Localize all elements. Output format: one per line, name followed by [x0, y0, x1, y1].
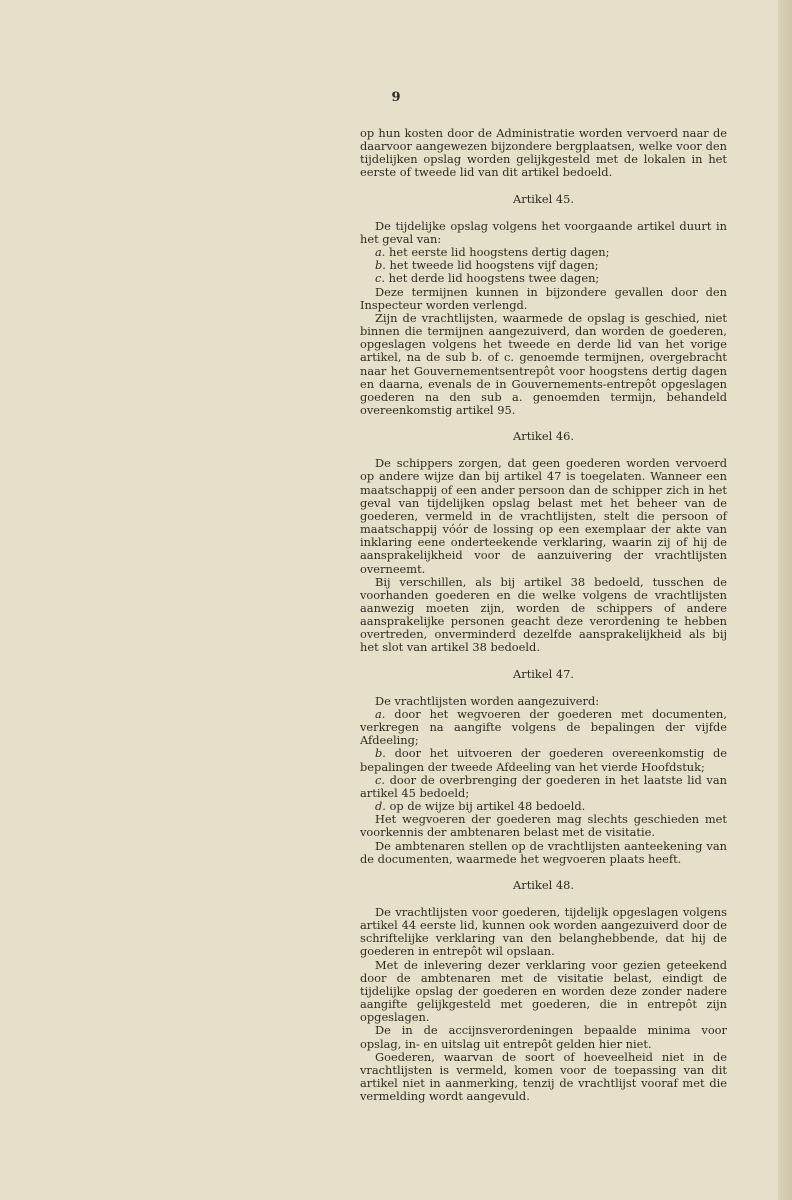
list-item-text: op de wijze bij artikel 48 bedoeld.	[385, 799, 586, 814]
list-marker: a.	[375, 706, 386, 721]
list-item-text: het eerste lid hoogstens dertig dagen;	[385, 245, 610, 260]
list-item-text: door de overbrenging der goederen in het laatste lid van artikel 45 bedoeld;	[360, 772, 727, 800]
list-item	[360, 272, 727, 285]
paragraph: Zijn de vrachtlijsten, waarmede de opslag is geschied, niet binnen die termijnen aangezuiverd, dan worden de goederen, opgeslagen volgens het tweede en derde lid van het vorige artikel, na de sub b. of c. genoemde termijnen, overgebracht naar het Gouvernementsentrepôt voor hoogstens dertig dagen en daarna, evenals de in Gouvernements-entrepôt opgeslagen goederen na den sub a. genoemden termijn, behandeld overeenkomstig artikel 95.	[360, 310, 727, 417]
list-item-text: het derde lid hoogstens twee dagen;	[385, 271, 600, 286]
paragraph: Het wegvoeren der goederen mag slechts geschieden met voorkennis der ambtenaren belast met de visitatie.	[360, 812, 727, 840]
list-item-text: door het uitvoeren der goederen overeenkomstig de bepalingen der tweede Afdeeling van het vierde Hoofdstuk;	[360, 746, 727, 774]
paragraph: De schippers zorgen, dat geen goederen worden vervoerd op andere wijze dan bij artikel 47 is toegelaten. Wanneer een maatschappij of een ander persoon dan de schipper zich in het geval van tijdelijken opslag belast met het beheer van de goederen, vermeld in de vrachtlijsten, stelt die persoon of maatschappij vóór de lossing op een exemplaar der akte van inklaring eene onderteekende verklaring, waarin zij of hij de aansprakelijkheid voor de aanzuivering der vrachtlijsten overneemt.	[360, 456, 727, 576]
paragraph: De in de accijnsverordeningen bepaalde minima voor opslag, in- en uitslag uit entrepôt gelden hier niet.	[360, 1023, 727, 1051]
paragraph: De vrachtlijsten worden aangezuiverd:	[375, 693, 600, 708]
paragraph: De ambtenaren stellen op de vrachtlijsten aanteekening van de documenten, waarmede het wegvoeren plaats heeft.	[360, 838, 727, 866]
paragraph: op hun kosten door de Administratie worden vervoerd naar de daarvoor aangewezen bijzondere bergplaatsen, welke voor den tijdelijken opslag worden gelijkgesteld met de lokalen in het eerste of tweede lid van dit artikel bedoeld.	[360, 126, 727, 180]
list-marker: b.	[375, 258, 386, 273]
paragraph: Bij verschillen, als bij artikel 38 bedoeld, tusschen de voorhanden goederen en die welke volgens de vrachtlijsten aanwezig moeten zijn, worden de schippers of andere aansprakelijke personen geacht deze verordening te hebben overtreden, onverminderd dezelfde aansprakelijkheid als bij het slot van artikel 38 bedoeld.	[360, 574, 727, 655]
article-heading: Artikel 48.	[513, 877, 574, 892]
paragraph: De tijdelijke opslag volgens het voorgaande artikel duurt in het geval van:	[360, 218, 727, 246]
list-marker: b.	[375, 746, 386, 761]
paragraph: Goederen, waarvan de soort of hoeveelheid niet in de vrachtlijsten is vermeld, komen voor de toepassing van dit artikel niet in aanmerking, tenzij de vrachtlijst vooraf met die vermelding wordt aangevuld.	[360, 1049, 727, 1104]
paragraph: De vrachtlijsten voor goederen, tijdelijk opgeslagen volgens artikel 44 eerste lid, kunnen ook worden aangezuiverd door de schriftelijke verklaring van den belanghebbende, dat hij de goederen in entrepôt wil opslaan.	[360, 904, 727, 959]
article-heading: Artikel 45.	[513, 191, 574, 206]
list-item-text: het tweede lid hoogstens vijf dagen;	[385, 258, 599, 273]
text-column	[360, 127, 727, 1103]
paragraph: Met de inlevering dezer verklaring voor gezien geteekend door de ambtenaren met de visitatie belast, eindigt de tijdelijke opslag der goederen en worden deze zonder nadere aangifte gelijkgesteld met goederen, die in entrepôt zijn opgeslagen.	[360, 957, 727, 1025]
list-marker: d.	[375, 799, 386, 814]
article-heading: Artikel 47.	[513, 666, 574, 681]
paragraph: Deze termijnen kunnen in bijzondere gevallen door den Inspecteur worden verlengd.	[360, 284, 727, 312]
list-marker: a.	[375, 245, 386, 260]
list-marker: c.	[375, 772, 386, 787]
list-item	[360, 747, 727, 773]
list-item	[360, 708, 727, 747]
page-edge	[778, 0, 792, 1200]
list-item-text: door het wegvoeren der goederen met documenten, verkregen na aangifte volgens de bepalingen der vijfde Afdeeling;	[360, 706, 727, 748]
list-marker: c.	[375, 271, 386, 286]
article-heading: Artikel 46.	[513, 429, 574, 444]
page-number: 9	[391, 90, 401, 105]
list-item	[360, 774, 727, 800]
